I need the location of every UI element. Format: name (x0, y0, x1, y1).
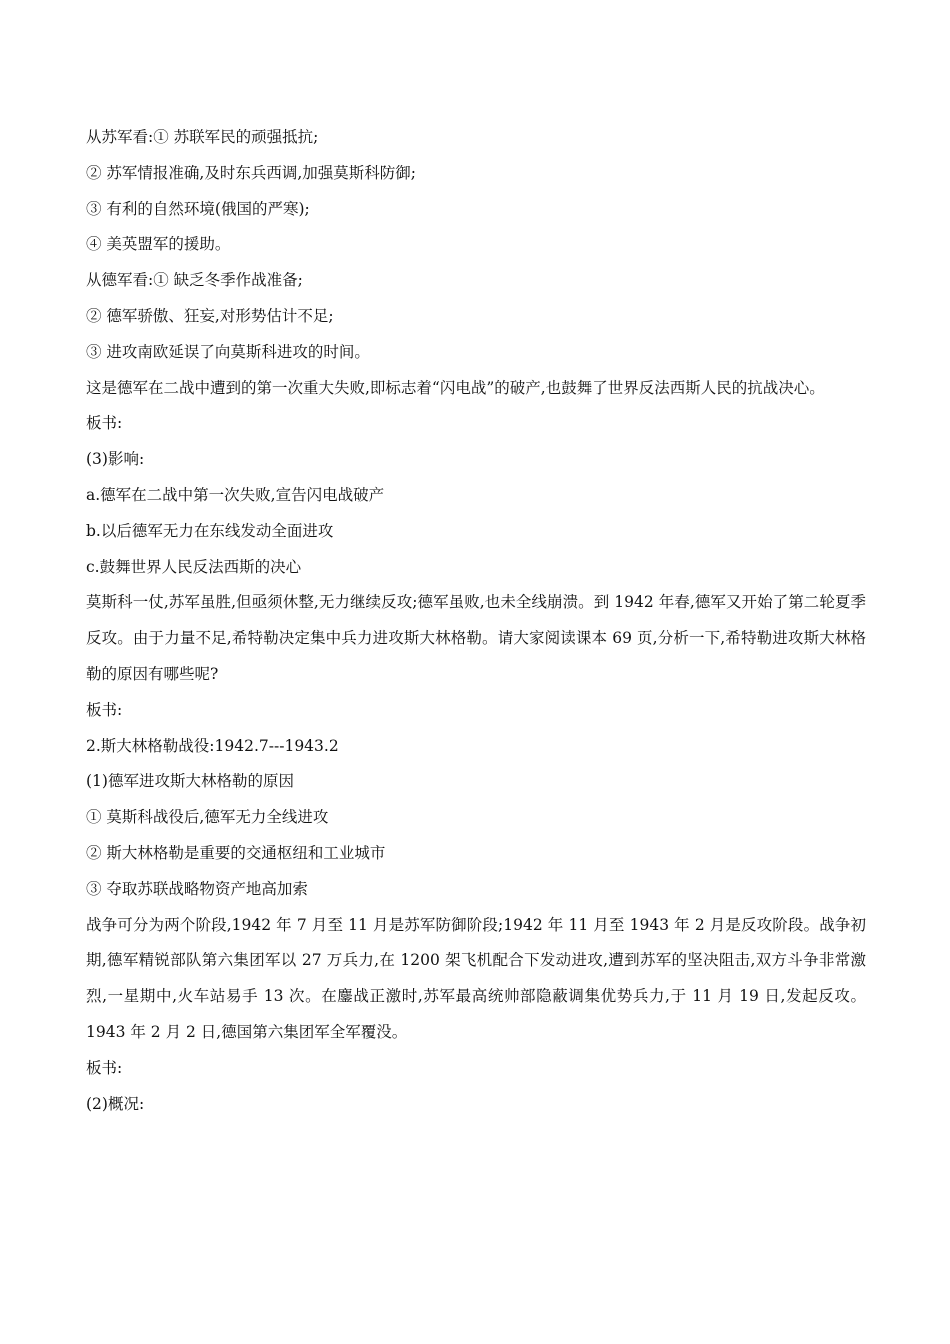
paragraph-battle-overview: 战争可分为两个阶段,1942 年 7 月至 11 月是苏军防御阶段;1942 年 11 月至 1943 年 2 月是反攻阶段。战争初期,德军精锐部队第六集团军以 27 万兵力,在 1200 架飞机配合下发动进攻,遭到苏军的坚决阻击,双方斗争非常激烈,一星期中,火车站易手 13 次。在鏖战正激时,苏军最高统帅部隐蔽调集优势兵力,于 11 月 19 日,发起反攻。1943 年 2 月 2 日,德国第六集团军全军覆没。 (86, 915, 866, 1041)
text-line: ③ 进攻南欧延误了向莫斯科进攻的时间。 (86, 342, 370, 361)
board-item: ② 斯大林格勒是重要的交通枢纽和工业城市 (86, 843, 386, 862)
board-label: 板书: (86, 414, 123, 433)
text-line: ④ 美英盟军的援助。 (86, 235, 231, 254)
board-item: c.鼓舞世界人民反法西斯的决心 (86, 557, 302, 576)
board-item-heading: 2.斯大林格勒战役:1942.7---1943.2 (86, 736, 339, 755)
board-item: a.德军在二战中第一次失败,宣告闪电战破产 (86, 485, 385, 504)
text-line: ③ 有利的自然环境(俄国的严寒); (86, 199, 310, 218)
text-line-german-side: 从德军看:① 缺乏冬季作战准备; (86, 271, 303, 290)
paragraph-transition: 莫斯科一仗,苏军虽胜,但亟须休整,无力继续反攻;德军虽败,也未全线崩溃。到 1942 年春,德军又开始了第二轮夏季反攻。由于力量不足,希特勒决定集中兵力进攻斯大林格勒。请大家阅读课本 69 页,分析一下,希特勒进攻斯大林格勒的原因有哪些呢? (86, 593, 866, 683)
board-item-heading: (2)概况: (86, 1094, 145, 1113)
document-page (86, 120, 866, 1122)
text-line: ② 苏军情报准确,及时东兵西调,加强莫斯科防御; (86, 163, 417, 182)
board-item: (1)德军进攻斯大林格勒的原因 (86, 772, 294, 791)
board-item: b.以后德军无力在东线发动全面进攻 (86, 521, 334, 540)
board-item: ③ 夺取苏联战略物资产地高加索 (86, 879, 308, 898)
text-line: ② 德军骄傲、狂妄,对形势估计不足; (86, 306, 334, 325)
board-label: 板书: (86, 700, 123, 719)
board-item-heading: (3)影响: (86, 450, 145, 469)
board-item: ① 莫斯科战役后,德军无力全线进攻 (86, 808, 329, 827)
text-line-soviet-side: 从苏军看:① 苏联军民的顽强抵抗; (86, 128, 319, 146)
board-label: 板书: (86, 1058, 123, 1077)
paragraph-significance: 这是德军在二战中遭到的第一次重大失败,即标志着“闪电战”的破产,也鼓舞了世界反法西斯人民的抗战决心。 (86, 378, 825, 397)
